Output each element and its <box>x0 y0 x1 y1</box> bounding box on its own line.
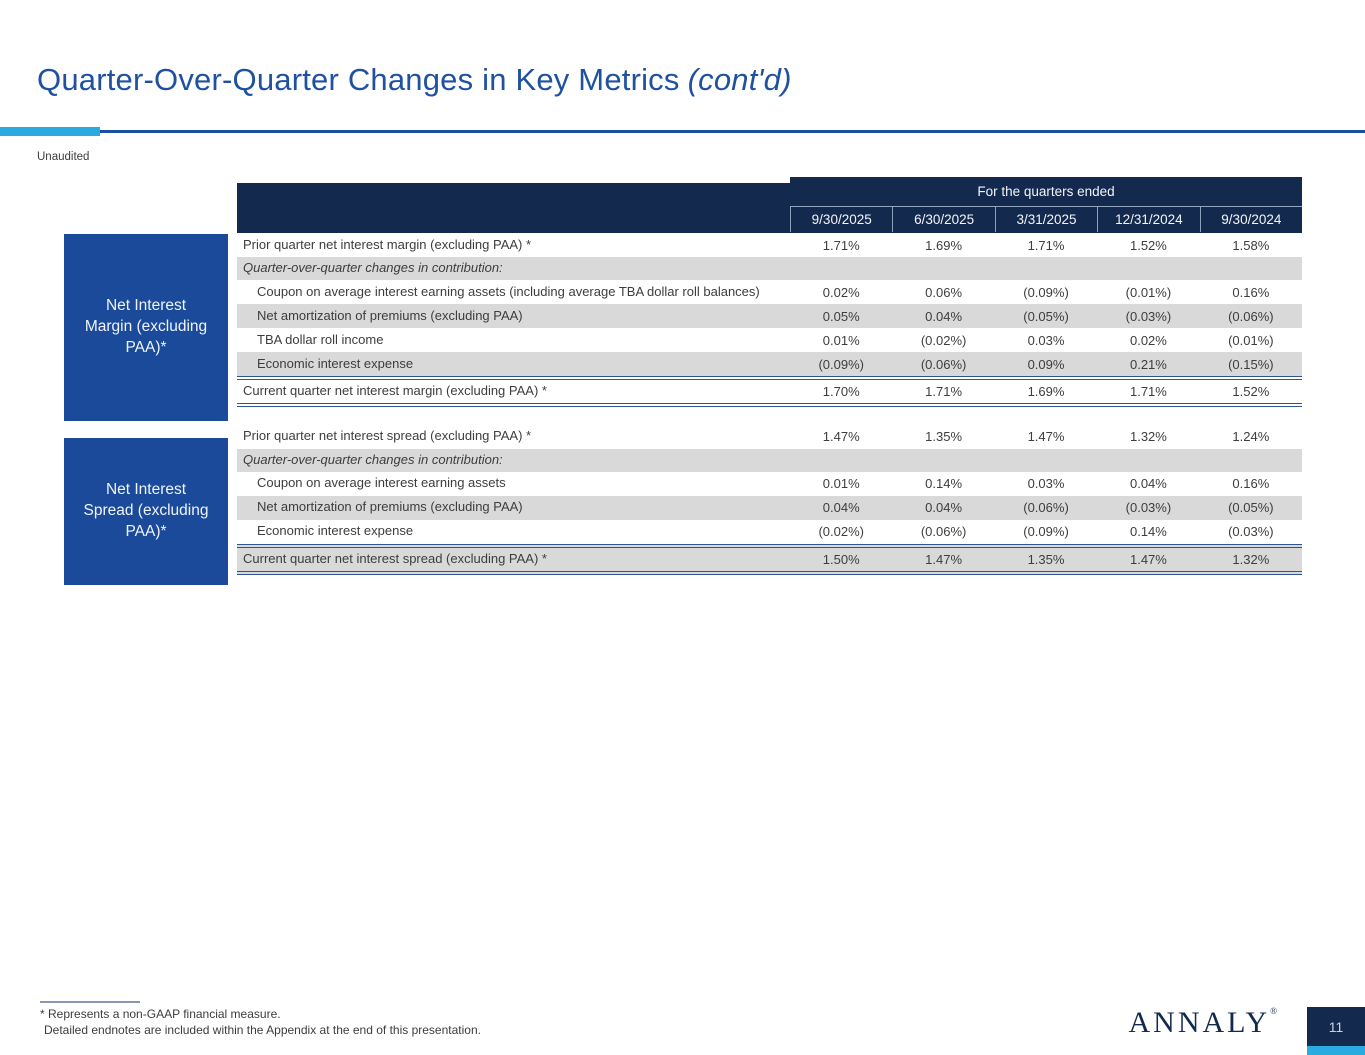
row-value: 1.71% <box>925 383 963 399</box>
row-value: (0.05%) <box>1023 308 1069 324</box>
title-divider-line <box>0 130 1365 133</box>
table-header <box>237 177 1302 233</box>
row-value: 0.04% <box>1129 476 1167 492</box>
row-value: 1.52% <box>1232 383 1270 399</box>
table-row <box>237 449 1302 472</box>
row-value: 1.58% <box>1232 237 1270 253</box>
annaly-logo-text: ANNALY <box>1128 1006 1271 1039</box>
table-row <box>237 425 1302 449</box>
table-row <box>237 496 1302 520</box>
row-value: 1.69% <box>925 237 963 253</box>
row-value: (0.06%) <box>1023 500 1069 516</box>
quarters-ended-header: For the quarters ended <box>790 177 1302 207</box>
row-value: 0.14% <box>925 476 963 492</box>
row-value: 0.09% <box>1027 356 1065 372</box>
row-value <box>1200 257 1302 280</box>
table-row <box>237 544 1302 575</box>
row-value: 0.04% <box>925 308 963 324</box>
table-row <box>237 376 1302 407</box>
row-value: (0.01%) <box>1228 332 1274 348</box>
row-value: 0.06% <box>925 284 963 300</box>
row-value: (0.06%) <box>920 524 967 540</box>
section-label-net-interest-spread: Net Interest Spread (excluding PAA)* <box>64 438 228 585</box>
row-label: Quarter-over-quarter changes in contribution: <box>243 260 503 276</box>
row-value: 0.16% <box>1232 284 1270 300</box>
row-label: Quarter-over-quarter changes in contribution: <box>243 451 503 467</box>
table-row <box>237 280 1302 304</box>
row-value <box>892 449 994 472</box>
date-column-header: 9/30/2025 <box>790 207 892 232</box>
page-number-box <box>1307 1007 1365 1055</box>
row-value <box>1097 449 1199 472</box>
date-column-header: 9/30/2024 <box>1200 207 1302 232</box>
table-row <box>237 520 1302 544</box>
row-value: 1.24% <box>1232 429 1270 445</box>
table-row <box>237 233 1302 257</box>
table-header-quarters <box>790 177 1302 233</box>
row-value: 1.50% <box>822 551 860 567</box>
row-value: 0.04% <box>822 500 860 516</box>
row-value: (0.09%) <box>1023 284 1069 300</box>
row-value: 0.03% <box>1027 332 1065 348</box>
row-value: 1.71% <box>1027 237 1065 253</box>
date-columns <box>790 207 1302 232</box>
footnotes <box>40 1006 481 1038</box>
row-label: Economic interest expense <box>257 523 414 539</box>
row-value: 1.47% <box>1027 429 1065 445</box>
row-value <box>892 257 994 280</box>
unaudited-label: Unaudited <box>37 151 90 163</box>
row-value: (0.06%) <box>1228 308 1274 324</box>
row-value <box>790 449 892 472</box>
title-divider-accent <box>0 127 100 136</box>
row-value: 1.71% <box>1129 383 1167 399</box>
row-value: 0.01% <box>822 476 860 492</box>
annaly-logo <box>1129 1006 1278 1040</box>
row-label: Net amortization of premiums (excluding PAA) <box>257 499 523 515</box>
row-value <box>790 257 892 280</box>
row-value: (0.15%) <box>1228 356 1274 372</box>
row-value: 0.14% <box>1129 524 1167 540</box>
metrics-table-body <box>237 233 1302 575</box>
row-value: 0.02% <box>822 284 860 300</box>
row-value: 1.52% <box>1129 237 1167 253</box>
footnote-rule <box>40 1001 140 1003</box>
section-label-net-interest-margin: Net Interest Margin (excluding PAA)* <box>64 234 228 421</box>
row-value: (0.01%) <box>1125 284 1172 300</box>
row-label: TBA dollar roll income <box>257 331 384 347</box>
table-row <box>237 304 1302 328</box>
row-label: Net amortization of premiums (excluding PAA) <box>257 307 523 323</box>
date-column-header: 3/31/2025 <box>995 207 1097 232</box>
date-column-header: 12/31/2024 <box>1097 207 1199 232</box>
row-value: (0.03%) <box>1228 524 1274 540</box>
row-value <box>1200 449 1302 472</box>
row-value: (0.06%) <box>920 356 967 372</box>
row-value: 1.47% <box>925 551 963 567</box>
metrics-table <box>237 177 1302 575</box>
row-value: 0.01% <box>822 332 860 348</box>
row-value: (0.02%) <box>818 524 864 540</box>
row-value <box>1097 257 1199 280</box>
page-number: 11 <box>1328 1018 1344 1035</box>
row-label: Coupon on average interest earning assets (including average TBA dollar roll balances) <box>257 283 760 299</box>
row-label: Coupon on average interest earning assets <box>257 475 506 491</box>
row-value: 1.35% <box>925 429 963 445</box>
row-label: Prior quarter net interest margin (excluding PAA) * <box>243 236 532 252</box>
row-label: Current quarter net interest spread (excluding PAA) * <box>243 550 547 566</box>
row-value <box>995 257 1097 280</box>
row-value: (0.09%) <box>1023 524 1069 540</box>
date-column-header: 6/30/2025 <box>892 207 994 232</box>
row-value: 1.32% <box>1129 429 1167 445</box>
footnote-endnotes: Detailed endnotes are included within the Appendix at the end of this presentation. <box>44 1023 481 1038</box>
row-value: 0.04% <box>925 500 963 516</box>
row-value: 1.35% <box>1027 551 1065 567</box>
row-value: 0.05% <box>822 308 860 324</box>
row-value: 0.02% <box>1129 332 1167 348</box>
page-title-text: Quarter-Over-Quarter Changes in Key Metrics <box>37 62 680 97</box>
table-header-label-spacer <box>237 183 790 233</box>
row-value: (0.05%) <box>1228 500 1274 516</box>
table-section <box>237 425 1302 575</box>
row-value: 1.47% <box>1129 551 1167 567</box>
row-value: 0.03% <box>1027 476 1065 492</box>
table-row <box>237 257 1302 280</box>
row-value: (0.03%) <box>1125 308 1172 324</box>
row-value: 1.70% <box>822 383 860 399</box>
row-value <box>995 449 1097 472</box>
row-label: Prior quarter net interest spread (excluding PAA) * <box>243 428 532 444</box>
footnote-non-gaap: * Represents a non-GAAP financial measure. <box>40 1007 281 1021</box>
row-value: 1.32% <box>1232 551 1270 567</box>
row-label: Current quarter net interest margin (excluding PAA) * <box>243 383 547 398</box>
page-title <box>37 62 792 98</box>
row-value: 1.71% <box>822 237 860 253</box>
table-row <box>237 328 1302 352</box>
table-row <box>237 472 1302 496</box>
registered-mark-icon: ® <box>1270 1006 1277 1016</box>
page-number-accent-strip <box>1307 1046 1365 1055</box>
row-label: Economic interest expense <box>257 355 414 371</box>
row-value: (0.03%) <box>1125 500 1172 516</box>
page-title-cont: (cont'd) <box>687 62 792 97</box>
row-value: 0.21% <box>1129 356 1167 372</box>
table-section <box>237 233 1302 407</box>
row-value: 1.47% <box>822 429 860 445</box>
row-value: 0.16% <box>1232 476 1270 492</box>
row-value: 1.69% <box>1027 383 1065 399</box>
row-value: (0.02%) <box>920 332 967 348</box>
row-value: (0.09%) <box>818 356 864 372</box>
table-row <box>237 352 1302 376</box>
